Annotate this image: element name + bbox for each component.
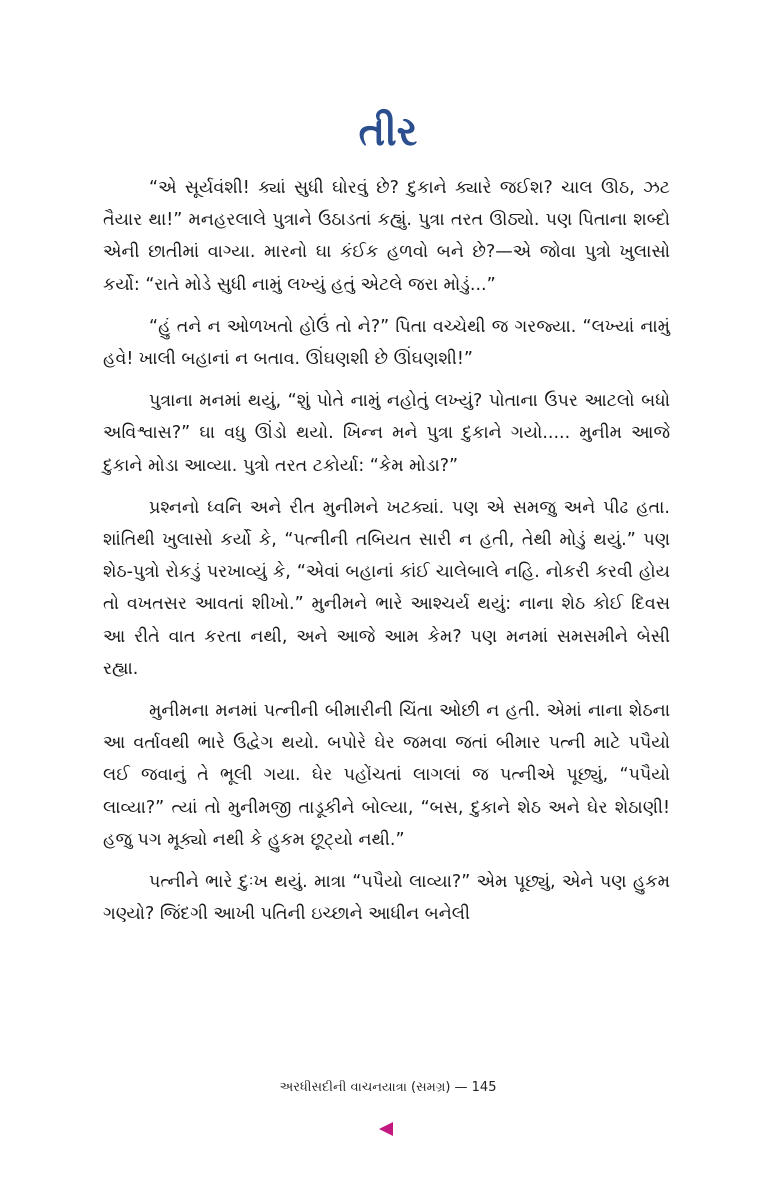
- paragraph-6: પત્નીને ભારે દુઃખ થયું. માત્રા “પપૈયો લાવ્યા?” એમ પૂછ્યું, એને પણ હુકમ ગણ્યો? જિંદગી આખી પતિની ઇચ્છાને આધીન બનેલી: [103, 872, 670, 925]
- paragraph-1: “એ સૂર્યવંશી! ક્યાં સુધી ઘોરવું છે? દુકાને ક્યારે જઈશ? ચાલ ઊઠ, ઝટ તૈયાર થા!” મનહરલાલે પુત્રાને ઉઠાડતાં કહ્યું. પુત્રા તરત ઊઠ્યો. પણ પિતાના શબ્દો એની છાતીમાં વાગ્યા. મારનો ઘા કંઈક હળવો બને છે?—એ જોવા પુત્રો ખુલાસો કર્યો: “રાતે મોડે સુધી નામું લખ્યું હતું એટલે જરા મોડું...”: [103, 178, 670, 295]
- story-title: તીર: [358, 109, 418, 155]
- paragraph-4: પ્રશ્નનો ધ્વનિ અને રીત મુનીમને ખટક્યાં. પણ એ સમજુ અને પીઢ હતા. શાંતિથી ખુલાસો કર્યો કે, “પત્નીની તબિયત સારી ન હતી, તેથી મોડું થયું.” પણ શેઠ-પુત્રો રોકડું પરખાવ્યું કે, “એવાં બહાનાં કાંઈ ચાલેબાલે નહિ. નોકરી કરવી હોય તો વખતસર આવતાં શીખો.” મુનીમને ભારે આશ્ચર્ય થયું: નાના શેઠ કોઈ દિવસ આ રીતે વાત કરતા નથી, અને આજે આમ કેમ? પણ મનમાં સમસમીને બેસી રહ્યા.: [103, 497, 670, 679]
- story-body: [103, 172, 670, 940]
- page-footer: અરધીસદીની વાચનયાત્રા (સમગ્ર) — 145: [279, 1080, 497, 1095]
- left-triangle-icon[interactable]: [379, 1122, 393, 1136]
- paragraph-5: મુનીમના મનમાં પત્નીની બીમારીની ચિંતા ઓછી ન હતી. એમાં નાના શેઠના આ વર્તાવથી ભારે ઉદ્વેગ થયો. બપોરે ઘેર જમવા જતાં બીમાર પત્ની માટે પપૈયો લઈ જવાનું તે ભૂલી ગયા. ઘેર પહોંચતાં લાગલાં જ પત્નીએ પૂછ્યું, “પપૈયો લાવ્યા?” ત્યાં તો મુનીમજી તાડૂકીને બોલ્યા, “બસ, દુકાને શેઠ અને ઘેર શેઠાણી! હજુ પગ મૂક્યો નથી કે હુકમ છૂટ્યો નથી.”: [103, 701, 670, 850]
- paragraph-3: પુત્રાના મનમાં થયું, “શું પોતે નામું નહોતું લખ્યું? પોતાના ઉપર આટલો બધો અવિશ્વાસ?” ઘા વધુ ઊંડો થયો. ખિન્ન મને પુત્રા દુકાને ગયો..... મુનીમ આજે દુકાને મોડા આવ્યા. પુત્રો તરત ટકોર્યા: “કેમ મોડા?”: [103, 391, 670, 476]
- paragraph-2: “હું તને ન ઓળખતો હોઉં તો ને?” પિતા વચ્ચેથી જ ગરજ્યા. “લખ્યાં નામું હવે! ખાલી બહાનાં ન બતાવ. ઊંઘણશી છે ઊંઘણશી!”: [103, 316, 670, 370]
